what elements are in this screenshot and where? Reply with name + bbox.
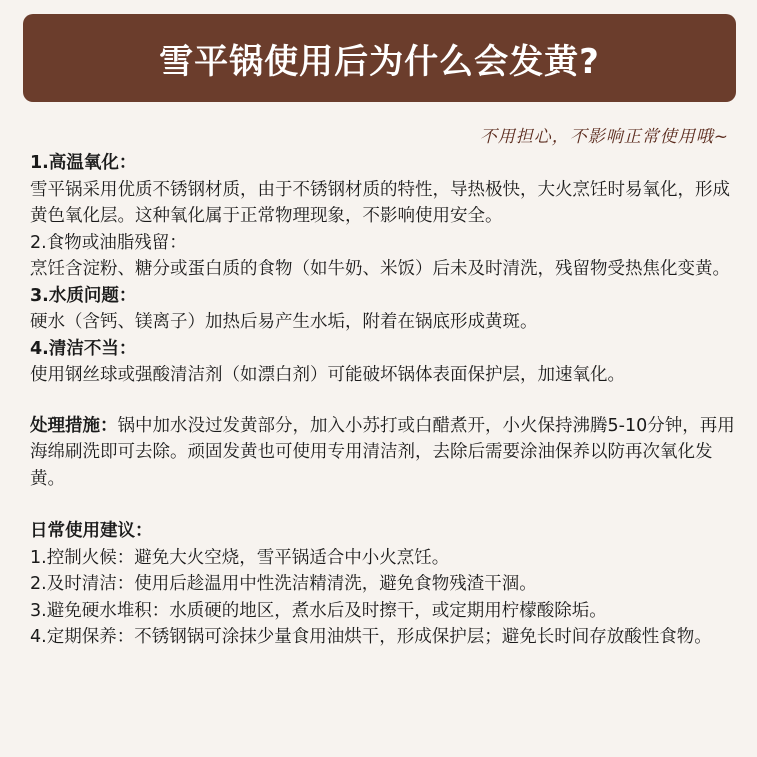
title-banner xyxy=(23,14,736,102)
page-title: 雪平锅使用后为什么会发黄? xyxy=(159,41,600,82)
section-1-title: 1.高温氧化： xyxy=(30,153,137,173)
spacer xyxy=(30,389,735,413)
tips-title: 日常使用建议： xyxy=(30,521,153,541)
section-4-title: 4.清洁不当： xyxy=(30,338,137,359)
tip-item-3: 3.避免硬水堆积：水质硬的地区，煮水后及时擦干，或定期用柠檬酸除垢。 xyxy=(30,600,607,621)
treatment-text: 锅中加水没过发黄部分，加入小苏打或白醋煮开，小火保持沸腾5-10分钟，再用海绵刷洗即可去除。顽固发黄也可使用专用清洁剂，去除后需要涂油保养以防再次氧化发黄。 xyxy=(30,415,735,489)
treatment-paragraph xyxy=(30,413,735,493)
section-2-title: 2.食物或油脂残留： xyxy=(30,232,187,253)
spacer xyxy=(30,492,735,518)
tip-item-1: 1.控制火候：避免大火空烧，雪平锅适合中小火烹饪。 xyxy=(30,547,450,568)
section-3-title: 3.水质问题： xyxy=(30,285,137,306)
treatment-label: 处理措施： xyxy=(30,415,118,436)
section-1-body: 雪平锅采用优质不锈钢材质，由于不锈钢材质的特性，导热极快，大火烹饪时易氧化，形成黄色氧化层。这种氧化属于正常物理现象，不影响使用安全。 xyxy=(30,179,730,226)
tip-item-4: 4.定期保养：不锈钢锅可涂抹少量食用油烘干，形成保护层；避免长时间存放酸性食物。 xyxy=(30,627,712,647)
handwritten-subtitle: 不用担心，不影响正常使用哦~ xyxy=(479,127,729,147)
tip-item-2: 2.及时清洁：使用后趁温用中性洗洁精清洗，避免食物残渣干涸。 xyxy=(30,574,537,594)
section-3-body: 硬水（含钙、镁离子）加热后易产生水垢，附着在锅底形成黄斑。 xyxy=(30,312,538,332)
section-4-body: 使用钢丝球或强酸清洁剂（如漂白剂）可能破坏锅体表面保护层，加速氧化。 xyxy=(30,365,625,385)
section-2-body: 烹饪含淀粉、糖分或蛋白质的食物（如牛奶、米饭）后未及时清洗，残留物受热焦化变黄。 xyxy=(30,259,730,279)
article-body xyxy=(30,150,735,651)
